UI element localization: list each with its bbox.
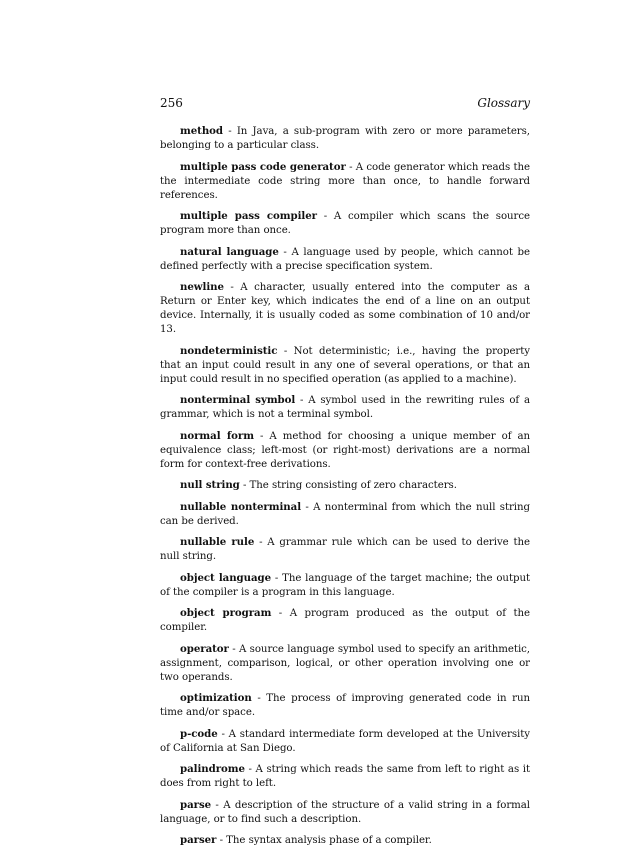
glossary-term: natural language: [180, 245, 279, 258]
glossary-entry: [160, 280, 530, 337]
glossary-entry: [160, 500, 530, 529]
glossary-definition: - A description of the structure of a valid string in a formal language, or to find such a description.: [160, 799, 530, 825]
glossary-term: method: [180, 125, 223, 137]
glossary-entry: [160, 762, 530, 791]
glossary-definition: - A program produced as the output of the compiler.: [160, 608, 530, 633]
glossary-definition: - A character, usually entered into the computer as a Return or Enter key, which indicates the end of a line on an output device. Internally, it is usually coded as some combination of 10 and/or 13.: [160, 282, 530, 335]
glossary-term: normal form: [180, 429, 254, 442]
glossary-definition: - A symbol used in the rewriting rules of a grammar, which is not a terminal symbol.: [160, 395, 530, 420]
glossary-definition: - A code generator which reads the the intermediate code string more than once, to handle forward references.: [160, 161, 530, 201]
glossary-definition: - A language used by people, which cannot be defined perfectly with a precise specification system.: [160, 246, 530, 272]
glossary-term: object language: [180, 571, 272, 584]
glossary-definition: - A grammar rule which can be used to derive the null string.: [160, 537, 530, 562]
glossary-term: nullable nonterminal: [180, 500, 302, 513]
page-number: 256: [160, 96, 183, 110]
glossary-definition: - The string consisting of zero characters.: [239, 480, 457, 491]
glossary-definition: - A nonterminal from which the null string can be derived.: [160, 501, 530, 527]
glossary-term: p-code: [180, 727, 218, 740]
glossary-entry: [160, 124, 530, 153]
glossary-entry: [160, 642, 530, 685]
glossary-entry: [160, 245, 530, 274]
glossary-entry: [160, 798, 530, 827]
glossary-entry: [160, 160, 530, 203]
glossary-entries: [160, 124, 530, 855]
glossary-term: operator: [180, 642, 229, 655]
glossary-definition: - A standard intermediate form developed at the University of California at San Diego.: [160, 728, 530, 754]
glossary-entry: [160, 429, 530, 472]
glossary-entry: [160, 727, 530, 756]
glossary-term: nullable rule: [180, 536, 255, 548]
glossary-entry: [160, 344, 530, 387]
glossary-entry: [160, 606, 530, 635]
glossary-entry: [160, 209, 530, 238]
glossary-entry: [160, 535, 530, 564]
glossary-definition: - The syntax analysis phase of a compiler.: [216, 835, 432, 846]
glossary-definition: - A string which reads the same from left to right as it does from right to left.: [160, 764, 530, 789]
glossary-entry: [160, 833, 530, 848]
glossary-term: palindrome: [180, 763, 245, 775]
glossary-term: nondeterministic: [180, 344, 278, 357]
glossary-definition: - A source language symbol used to specify an arithmetic, assignment, comparison, logical, or other operation involving one or two operands.: [160, 643, 530, 683]
glossary-entry: [160, 478, 530, 493]
glossary-term: parser: [180, 834, 217, 846]
glossary-definition: - In Java, a sub-program with zero or more parameters, belonging to a particular class.: [160, 126, 530, 151]
glossary-definition: - The language of the target machine; the output of the compiler is a program in this language.: [160, 572, 531, 598]
glossary-definition: - A compiler which scans the source program more than once.: [160, 211, 530, 236]
glossary-term: newline: [180, 281, 224, 293]
glossary-term: null string: [180, 479, 240, 491]
glossary-definition: - The process of improving generated code in run time and/or space.: [160, 693, 530, 718]
glossary-term: multiple pass code generator: [180, 160, 346, 173]
glossary-definition: - Not deterministic; i.e., having the property that an input could result in any one of several operations, or that an input could result in no specified operation (as applied to a machine).: [160, 345, 530, 385]
glossary-term: object program: [180, 607, 272, 619]
glossary-term: nonterminal symbol: [180, 394, 296, 406]
glossary-term: parse: [180, 798, 212, 811]
section-title: Glossary: [477, 96, 530, 110]
glossary-entry: [160, 691, 530, 720]
glossary-term: multiple pass compiler: [180, 210, 317, 222]
glossary-entry: [160, 393, 530, 422]
glossary-entry: [160, 571, 530, 600]
glossary-definition: - A method for choosing a unique member of an equivalence class; left-most (or right-most) derivations are a normal form for context-free derivations.: [160, 430, 530, 470]
glossary-term: optimization: [180, 692, 252, 704]
